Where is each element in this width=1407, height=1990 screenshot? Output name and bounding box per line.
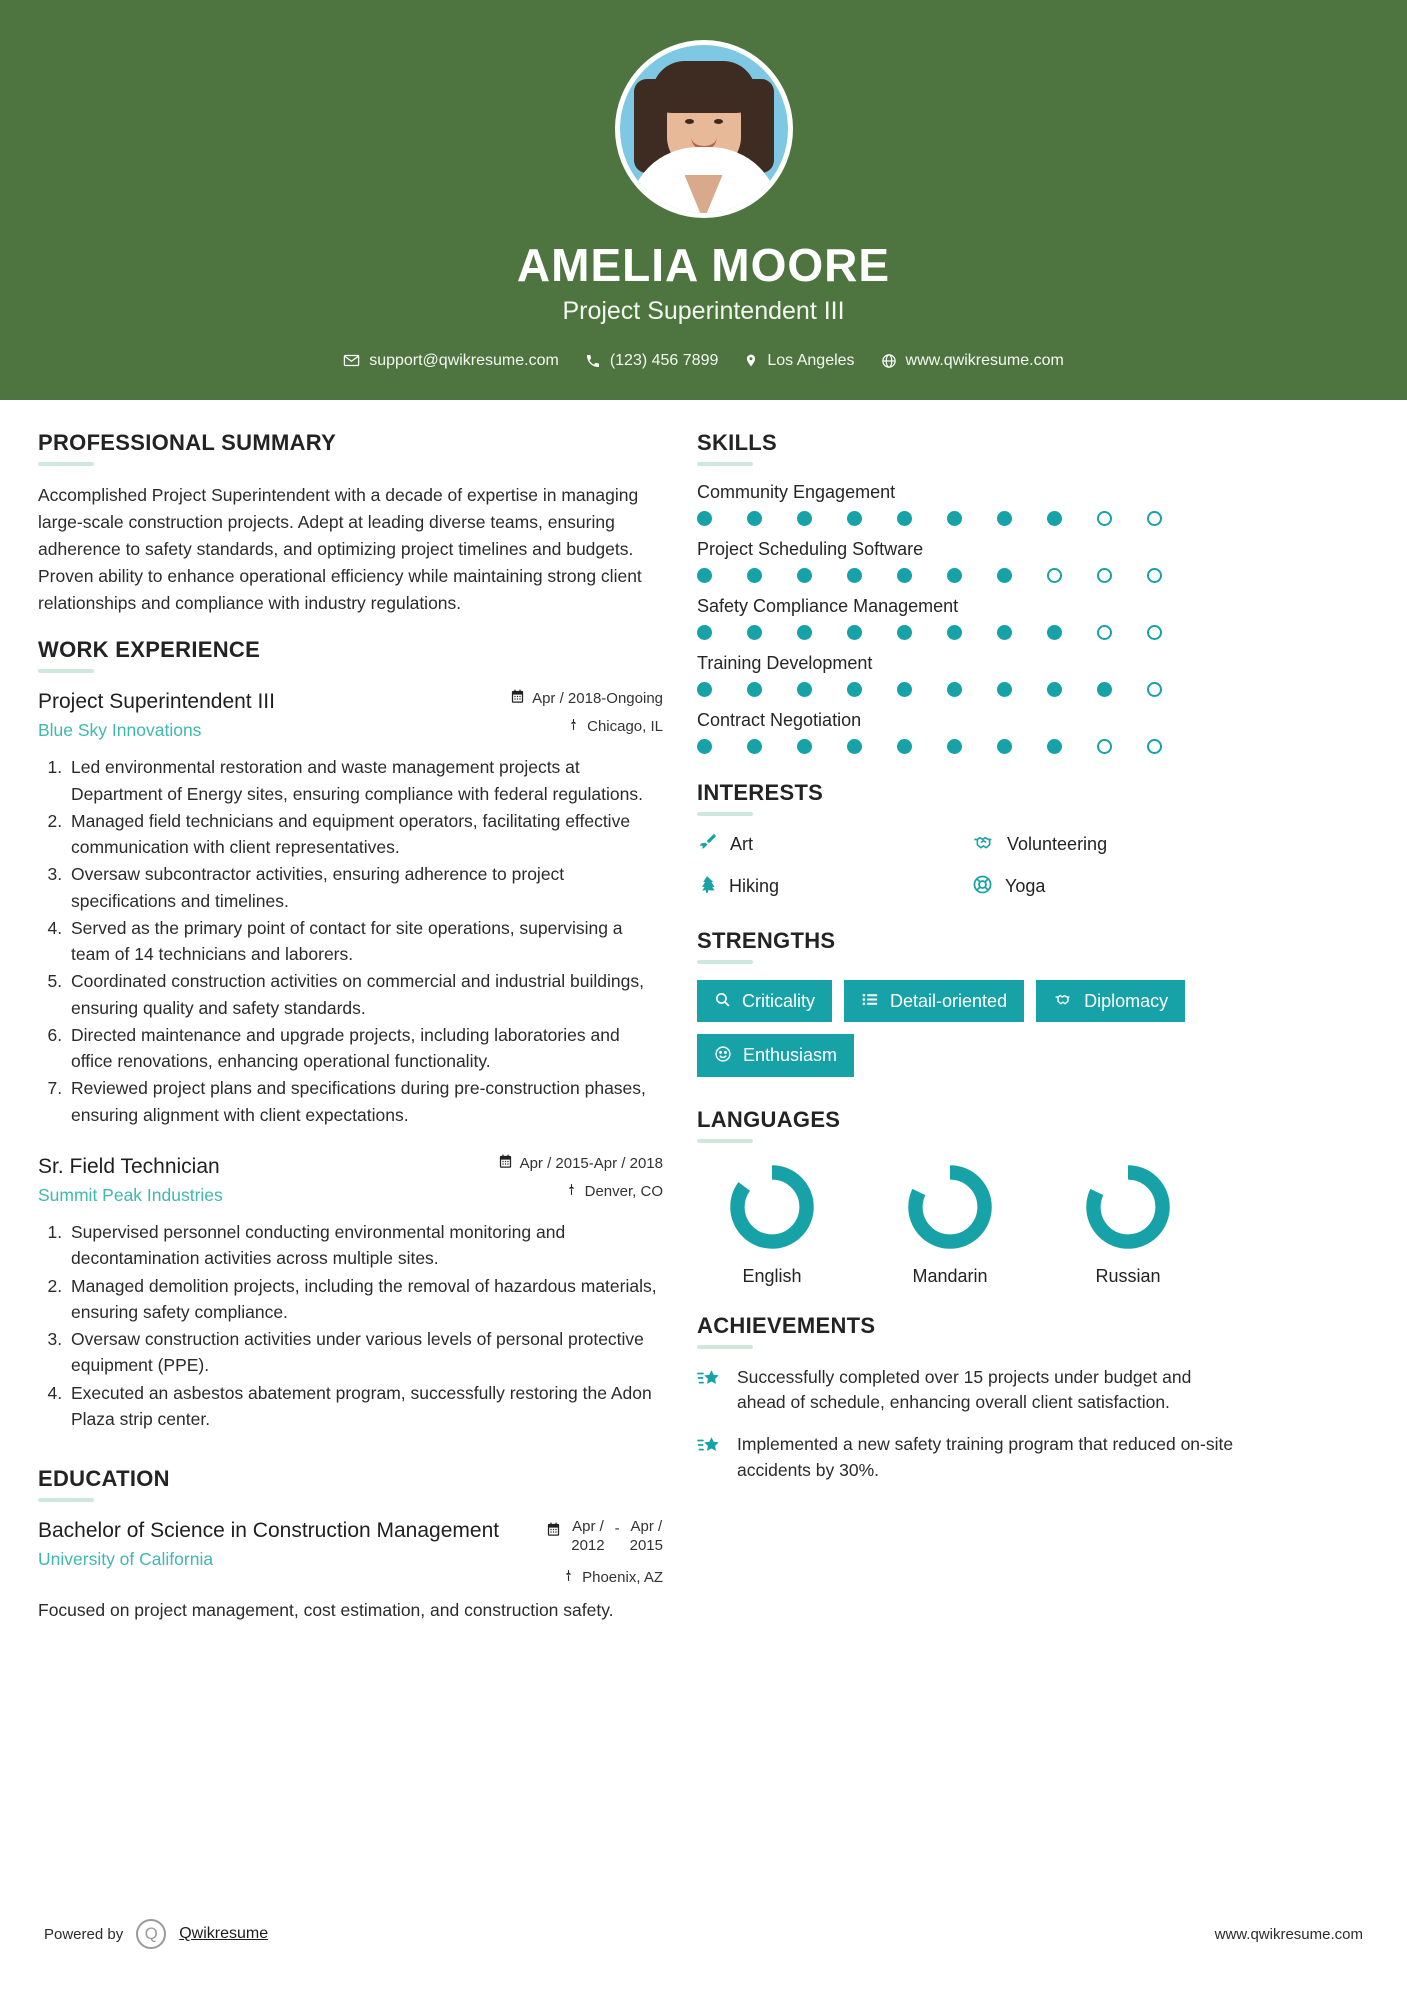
education-date-start xyxy=(571,1518,604,1556)
achievement-item xyxy=(697,1432,1237,1483)
work-company[interactable]: Blue Sky Innovations xyxy=(38,720,202,741)
language-donut xyxy=(1080,1159,1176,1255)
skill-dot-cell xyxy=(1147,568,1197,583)
skill-dot-cell xyxy=(747,568,797,583)
work-role: Project Superintendent III xyxy=(38,690,275,714)
skill-dot-filled xyxy=(797,682,812,697)
skill-label: Contract Negotiation xyxy=(697,709,862,730)
contact-email[interactable] xyxy=(343,352,559,370)
skill-dot-cell xyxy=(847,739,897,754)
skill-dot-cell xyxy=(797,682,847,697)
work-company[interactable]: Summit Peak Industries xyxy=(38,1185,223,1206)
skill-dot-empty xyxy=(1097,625,1112,640)
work-dates xyxy=(498,1154,663,1173)
skill-item xyxy=(697,539,1237,583)
section-underline xyxy=(38,1498,94,1502)
location-pin-icon xyxy=(744,352,758,369)
work-bullet: 1. Supervised personnel conducting environmental monitoring and decontamination activities across multiple sites. xyxy=(67,1219,663,1272)
skill-dot-filled xyxy=(947,625,962,640)
skill-dot-empty xyxy=(1147,625,1162,640)
skill-dot-cell xyxy=(897,739,947,754)
strength-label: Enthusiasm xyxy=(743,1045,838,1066)
globe-icon xyxy=(881,353,897,369)
skill-dot-filled xyxy=(1047,625,1062,640)
skill-dot-empty xyxy=(1047,568,1062,583)
contact-email-text: support@qwikresume.com xyxy=(369,351,559,369)
skill-dot-cell xyxy=(697,568,747,583)
education-date-separator: - xyxy=(614,1520,620,1538)
skill-dot-cell xyxy=(947,739,997,754)
language-donut xyxy=(724,1159,820,1255)
skill-dot-cell xyxy=(1097,568,1147,583)
interest-item-volunteering xyxy=(972,832,1237,858)
skill-item xyxy=(697,710,1237,754)
interest-item-art xyxy=(697,832,962,858)
interest-label: Volunteering xyxy=(1007,834,1108,855)
section-title-summary: PROFESSIONAL SUMMARY xyxy=(38,429,337,455)
section-professional-summary xyxy=(38,430,663,618)
calendar-icon xyxy=(510,689,525,708)
contact-phone[interactable] xyxy=(585,352,719,370)
skill-dot-cell xyxy=(797,511,847,526)
shooting-star-icon xyxy=(697,1365,723,1395)
work-bullets xyxy=(38,754,663,1128)
work-bullet: 3. Oversaw construction activities under various levels of personal protective equipment (PPE). xyxy=(67,1326,663,1379)
resume-header xyxy=(0,0,1407,400)
qwikresume-link[interactable]: Qwikresume xyxy=(179,1925,269,1942)
life-ring-icon xyxy=(972,874,993,900)
handshake-icon xyxy=(972,832,995,858)
skill-label: Safety Compliance Management xyxy=(697,595,959,616)
skill-dot-filled xyxy=(947,568,962,583)
skill-dot-cell xyxy=(997,682,1047,697)
skill-dot-filled xyxy=(1047,739,1062,754)
skill-dot-filled xyxy=(697,739,712,754)
language-item-english xyxy=(697,1159,847,1287)
achievement-text: Successfully completed over 15 projects under budget and ahead of schedule, enhancing overall client satisfaction. xyxy=(737,1366,1192,1412)
skill-dot-cell xyxy=(697,739,747,754)
avatar-eye-left xyxy=(685,119,694,124)
skill-dot-filled xyxy=(747,511,762,526)
skill-dot-filled xyxy=(1097,682,1112,697)
skill-dot-filled xyxy=(997,625,1012,640)
section-title-strengths: STRENGTHS xyxy=(697,927,836,953)
skill-dot-empty xyxy=(1147,511,1162,526)
skill-dot-cell xyxy=(947,511,997,526)
education-entry-header xyxy=(38,1518,663,1587)
achievement-text: Implemented a new safety training program that reduced on-site accidents by 30%. xyxy=(737,1434,1234,1480)
work-entry-left xyxy=(38,1154,498,1206)
work-location xyxy=(498,1182,663,1201)
skill-dot-filled xyxy=(697,568,712,583)
section-underline xyxy=(38,669,94,673)
strength-tag-criticality[interactable] xyxy=(697,980,832,1022)
language-donut xyxy=(902,1159,998,1255)
skill-rating xyxy=(697,739,1237,754)
skill-dot-filled xyxy=(697,625,712,640)
avatar-hair-front xyxy=(652,61,756,113)
work-bullet: 2. Managed field technicians and equipment operators, facilitating effective communication with client representatives. xyxy=(67,808,663,861)
skill-dot-cell xyxy=(1147,511,1197,526)
section-title-skills: SKILLS xyxy=(697,429,778,455)
work-dates xyxy=(510,689,663,708)
work-dates-text: Apr / 2018-Ongoing xyxy=(532,690,663,708)
shooting-star-icon xyxy=(697,1432,723,1462)
footer-website: www.qwikresume.com xyxy=(1214,1925,1363,1943)
work-bullet: 4. Served as the primary point of contact for site operations, supervising a team of 14 technicians and laborers. xyxy=(67,915,663,968)
skill-dot-cell xyxy=(997,625,1047,640)
skill-dot-cell xyxy=(897,568,947,583)
qwikresume-logo-icon xyxy=(136,1919,166,1949)
work-bullet: 6. Directed maintenance and upgrade projects, including laboratories and office renovations, enhancing operational functionality. xyxy=(67,1022,663,1075)
work-bullet: 7. Reviewed project plans and specifications during pre-construction phases, ensuring alignment with client expectations. xyxy=(67,1075,663,1128)
skill-dot-cell xyxy=(697,625,747,640)
contact-website[interactable] xyxy=(881,352,1064,370)
skill-dot-cell xyxy=(747,739,797,754)
mail-icon xyxy=(343,352,360,369)
skill-dot-filled xyxy=(997,682,1012,697)
work-role: Sr. Field Technician xyxy=(38,1154,220,1178)
handshake-icon xyxy=(1053,991,1073,1011)
section-underline xyxy=(38,462,94,466)
languages-row xyxy=(697,1159,1237,1287)
skill-dot-cell xyxy=(1147,739,1197,754)
work-bullet: 4. Executed an asbestos abatement program, successfully restoring the Adon Plaza strip center. xyxy=(67,1380,663,1433)
work-bullets xyxy=(38,1219,663,1432)
work-entry-left xyxy=(38,689,510,741)
skill-dot-cell xyxy=(747,682,797,697)
phone-icon xyxy=(585,353,601,369)
skill-dot-filled xyxy=(997,511,1012,526)
education-entry-right xyxy=(546,1518,663,1587)
skill-dot-cell xyxy=(947,625,997,640)
contact-phone-text: (123) 456 7899 xyxy=(609,351,719,369)
work-entry-header xyxy=(38,1154,663,1206)
contact-website-text: www.qwikresume.com xyxy=(905,351,1064,369)
skill-dot-filled xyxy=(897,625,912,640)
skill-dot-empty xyxy=(1147,568,1162,583)
skill-dot-filled xyxy=(947,511,962,526)
education-school[interactable]: University of California xyxy=(38,1549,214,1570)
interest-label: Hiking xyxy=(729,876,780,897)
paint-brush-icon xyxy=(697,832,718,858)
skill-dot-cell xyxy=(847,625,897,640)
skill-dot-cell xyxy=(747,625,797,640)
education-date-end-month: Apr / xyxy=(630,1518,663,1536)
education-location-text: Phoenix, AZ xyxy=(582,1568,663,1586)
education-date-end xyxy=(630,1518,663,1556)
resume-body xyxy=(0,400,1407,1643)
work-location xyxy=(510,717,663,736)
map-pin-icon xyxy=(567,717,580,736)
skill-dot-cell xyxy=(797,568,847,583)
section-title-work: WORK EXPERIENCE xyxy=(38,637,261,663)
section-title-achievements: ACHIEVEMENTS xyxy=(697,1312,876,1338)
education-date-end-year: 2015 xyxy=(629,1536,663,1554)
skill-dot-cell xyxy=(1047,739,1097,754)
skill-dot-cell xyxy=(997,568,1047,583)
skill-dot-filled xyxy=(797,511,812,526)
skill-dot-cell xyxy=(1047,682,1097,697)
education-date-start-year: 2012 xyxy=(571,1536,605,1554)
skill-dot-filled xyxy=(997,739,1012,754)
skill-dot-filled xyxy=(697,511,712,526)
skill-dot-filled xyxy=(897,568,912,583)
strength-label: Detail-oriented xyxy=(890,990,1008,1011)
language-label: Mandarin xyxy=(912,1265,988,1286)
skill-dot-filled xyxy=(747,682,762,697)
section-underline xyxy=(697,960,753,964)
education-dates xyxy=(546,1518,663,1556)
pine-tree-icon xyxy=(697,874,717,900)
skill-dot-filled xyxy=(747,568,762,583)
skill-dot-cell xyxy=(897,682,947,697)
avatar-shirt-vneck xyxy=(685,175,723,218)
section-underline xyxy=(697,462,753,466)
section-strengths xyxy=(697,928,1237,1077)
skill-dot-cell xyxy=(1147,625,1197,640)
education-description: Focused on project management, cost estimation, and construction safety. xyxy=(38,1599,614,1620)
work-entry-right xyxy=(498,1154,663,1201)
skill-dot-filled xyxy=(847,625,862,640)
skill-dot-cell xyxy=(697,511,747,526)
interests-grid xyxy=(697,832,1237,900)
skill-dot-filled xyxy=(797,739,812,754)
header-job-title: Project Superintendent III xyxy=(562,296,845,325)
skill-dot-empty xyxy=(1147,739,1162,754)
work-bullet: 1. Led environmental restoration and waste management projects at Department of Energy sites, ensuring compliance with federal regulations. xyxy=(67,754,663,807)
summary-text: Accomplished Project Superintendent with a decade of expertise in managing large-scale construction projects. Adept at leading diverse teams, ensuring adherence to safety standards, and optimizing project timelines and budgets. Proven ability to enhance operational efficiency while maintaining strong client relationships and compliance with industry regulations. xyxy=(38,484,642,614)
skill-dot-cell xyxy=(947,568,997,583)
avatar-eye-right xyxy=(714,119,723,124)
education-entry-left xyxy=(38,1518,546,1570)
calendar-icon xyxy=(498,1154,513,1173)
magnifier-icon xyxy=(714,991,731,1011)
skill-dot-cell xyxy=(1047,568,1097,583)
skill-dot-filled xyxy=(797,625,812,640)
right-column xyxy=(697,430,1237,1504)
skill-dot-filled xyxy=(847,568,862,583)
section-languages xyxy=(697,1107,1237,1287)
contact-row xyxy=(0,352,1407,370)
section-title-interests: INTERESTS xyxy=(697,779,824,805)
skill-dot-cell xyxy=(847,682,897,697)
interest-item-yoga xyxy=(972,874,1237,900)
section-title-education: EDUCATION xyxy=(38,1466,170,1492)
page-footer xyxy=(0,1878,1407,1990)
skill-dot-filled xyxy=(847,511,862,526)
strength-tag-diplomacy[interactable] xyxy=(1036,980,1185,1022)
section-skills xyxy=(697,430,1237,754)
skill-rating xyxy=(697,682,1237,697)
skill-dot-cell xyxy=(1097,682,1147,697)
skill-dot-filled xyxy=(897,682,912,697)
strength-tag-enthusiasm[interactable] xyxy=(697,1034,854,1077)
skill-dot-cell xyxy=(997,511,1047,526)
section-underline xyxy=(697,1139,753,1143)
skill-dot-filled xyxy=(797,568,812,583)
skill-dot-empty xyxy=(1097,511,1112,526)
skill-dot-filled xyxy=(897,511,912,526)
section-education xyxy=(38,1466,663,1623)
skill-dot-cell xyxy=(1147,682,1197,697)
work-location-text: Chicago, IL xyxy=(587,718,663,736)
interest-item-hiking xyxy=(697,874,962,900)
education-location xyxy=(546,1568,663,1587)
skill-label: Community Engagement xyxy=(697,481,896,502)
strength-label: Diplomacy xyxy=(1084,990,1169,1011)
section-work-experience xyxy=(38,637,663,1432)
section-interests xyxy=(697,780,1237,900)
work-entry-header xyxy=(38,689,663,741)
skill-dot-cell xyxy=(847,568,897,583)
map-pin-icon xyxy=(565,1182,578,1201)
skill-dot-filled xyxy=(697,682,712,697)
skill-dot-cell xyxy=(747,511,797,526)
map-pin-icon xyxy=(562,1568,575,1587)
skill-dot-filled xyxy=(1047,682,1062,697)
skill-dot-cell xyxy=(897,625,947,640)
skill-rating xyxy=(697,568,1237,583)
education-degree: Bachelor of Science in Construction Management xyxy=(38,1519,500,1543)
skill-dot-cell xyxy=(797,625,847,640)
skill-dot-cell xyxy=(1097,739,1147,754)
skill-dot-cell xyxy=(1047,511,1097,526)
skill-dot-filled xyxy=(897,739,912,754)
interest-label: Yoga xyxy=(1005,876,1046,897)
work-entry xyxy=(38,1154,663,1432)
skill-label: Project Scheduling Software xyxy=(697,538,924,559)
skill-dot-empty xyxy=(1097,568,1112,583)
work-dates-text: Apr / 2015-Apr / 2018 xyxy=(519,1154,663,1172)
avatar xyxy=(615,40,793,218)
skill-rating xyxy=(697,511,1237,526)
skill-label: Training Development xyxy=(697,652,873,673)
skill-dot-filled xyxy=(1047,511,1062,526)
work-entry-right xyxy=(510,689,663,736)
skill-dot-filled xyxy=(947,739,962,754)
skill-dot-empty xyxy=(1147,682,1162,697)
qwikresume-logo-letter: Q xyxy=(144,1924,158,1943)
strength-tag-detail-oriented[interactable] xyxy=(844,980,1024,1022)
skill-dot-cell xyxy=(897,511,947,526)
work-bullet: 2. Managed demolition projects, including the removal of hazardous materials, ensuring safety compliance. xyxy=(67,1273,663,1326)
skill-dot-filled xyxy=(997,568,1012,583)
skill-dot-cell xyxy=(947,682,997,697)
education-date-start-month: Apr / xyxy=(572,1518,604,1536)
skill-dot-cell xyxy=(1097,625,1147,640)
smiley-icon xyxy=(714,1045,732,1066)
left-column xyxy=(38,430,663,1643)
skill-item xyxy=(697,596,1237,640)
achievement-item xyxy=(697,1365,1237,1416)
skill-dot-cell xyxy=(797,739,847,754)
contact-location-text: Los Angeles xyxy=(767,351,855,369)
skill-dot-filled xyxy=(847,739,862,754)
section-underline xyxy=(697,1345,753,1349)
skill-dot-cell xyxy=(697,682,747,697)
work-bullet: 5. Coordinated construction activities on commercial and industrial buildings, ensuring quality and safety standards. xyxy=(67,968,663,1021)
strength-label: Criticality xyxy=(742,990,816,1011)
skill-dot-cell xyxy=(1097,511,1147,526)
language-item-russian xyxy=(1053,1159,1203,1287)
list-icon xyxy=(861,991,879,1011)
interest-label: Art xyxy=(730,834,754,855)
skill-dot-filled xyxy=(747,625,762,640)
section-underline xyxy=(697,812,753,816)
work-entry xyxy=(38,689,663,1128)
skill-dot-cell xyxy=(997,739,1047,754)
language-label: Russian xyxy=(1095,1265,1161,1286)
skill-item xyxy=(697,653,1237,697)
language-item-mandarin xyxy=(875,1159,1025,1287)
contact-location[interactable] xyxy=(744,352,854,370)
section-achievements xyxy=(697,1313,1237,1484)
page-title: AMELIA MOORE xyxy=(516,239,891,291)
skill-rating xyxy=(697,625,1237,640)
section-title-languages: LANGUAGES xyxy=(697,1106,841,1132)
footer-powered-by-label: Powered by xyxy=(44,1925,124,1943)
education-entry xyxy=(38,1518,663,1623)
skill-dot-cell xyxy=(847,511,897,526)
footer-powered-by xyxy=(44,1919,268,1949)
work-bullet: 3. Oversaw subcontractor activities, ensuring adherence to project specifications and timelines. xyxy=(67,861,663,914)
skill-dot-empty xyxy=(1097,739,1112,754)
skill-item xyxy=(697,482,1237,526)
work-location-text: Denver, CO xyxy=(584,1182,663,1200)
skill-dot-filled xyxy=(847,682,862,697)
skill-dot-filled xyxy=(947,682,962,697)
skill-dot-cell xyxy=(1047,625,1097,640)
strengths-tags xyxy=(697,980,1237,1077)
language-label: English xyxy=(742,1265,802,1286)
skill-dot-filled xyxy=(747,739,762,754)
calendar-icon xyxy=(546,1518,561,1541)
